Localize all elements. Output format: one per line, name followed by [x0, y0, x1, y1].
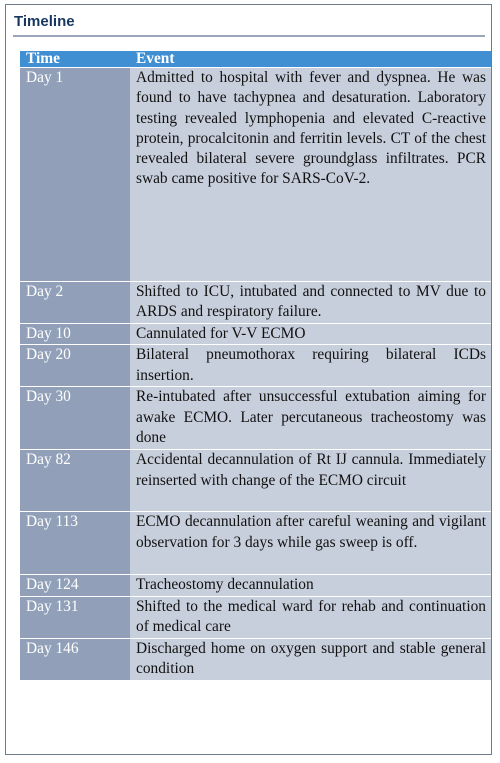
table-row	[20, 282, 491, 324]
time-cell: Day 113	[20, 512, 130, 575]
panel-title: Timeline	[14, 13, 75, 30]
table-row	[20, 387, 491, 450]
event-cell: Shifted to the medical ward for rehab and continuation of medical care	[130, 596, 491, 638]
title-divider	[13, 35, 485, 37]
timeline-panel	[5, 4, 492, 755]
time-cell: Day 2	[20, 282, 130, 324]
event-cell: Re-intubated after unsuccessful extubation aiming for awake ECMO. Later percutaneous tracheostomy was done	[130, 387, 491, 450]
event-cell: Cannulated for V-V ECMO	[130, 324, 491, 345]
timeline-table	[20, 51, 491, 681]
table-row	[20, 345, 491, 387]
time-cell: Day 10	[20, 324, 130, 345]
time-cell: Day 20	[20, 345, 130, 387]
event-cell: Tracheostomy decannulation	[130, 575, 491, 596]
table-row	[20, 450, 491, 512]
event-cell: Discharged home on oxygen support and stable general condition	[130, 638, 491, 680]
time-column-header: Time	[20, 51, 130, 68]
table-row	[20, 596, 491, 638]
time-cell: Day 131	[20, 596, 130, 638]
time-cell: Day 146	[20, 638, 130, 680]
table-row	[20, 575, 491, 596]
event-cell: Accidental decannulation of Rt IJ cannula. Immediately reinserted with change of the ECMO circuit	[130, 450, 491, 512]
event-cell: Bilateral pneumothorax requiring bilateral ICDs insertion.	[130, 345, 491, 387]
event-cell: Admitted to hospital with fever and dyspnea. He was found to have tachypnea and desaturation. Laboratory testing revealed lymphopenia and elevated C-reactive protein, procalcitonin and ferritin levels. CT of the chest revealed bilateral severe groundglass infiltrates. PCR swab came positive for SARS-CoV-2.	[130, 68, 491, 282]
time-cell: Day 1	[20, 68, 130, 282]
table-row	[20, 638, 491, 680]
time-cell: Day 124	[20, 575, 130, 596]
time-cell: Day 82	[20, 450, 130, 512]
time-cell: Day 30	[20, 387, 130, 450]
table-row	[20, 68, 491, 282]
table-row	[20, 324, 491, 345]
event-cell: Shifted to ICU, intubated and connected to MV due to ARDS and respiratory failure.	[130, 282, 491, 324]
event-cell: ECMO decannulation after careful weaning and vigilant observation for 3 days while gas sweep is off.	[130, 512, 491, 575]
table-row	[20, 512, 491, 575]
event-column-header: Event	[130, 51, 491, 68]
table-header-row	[20, 51, 491, 68]
